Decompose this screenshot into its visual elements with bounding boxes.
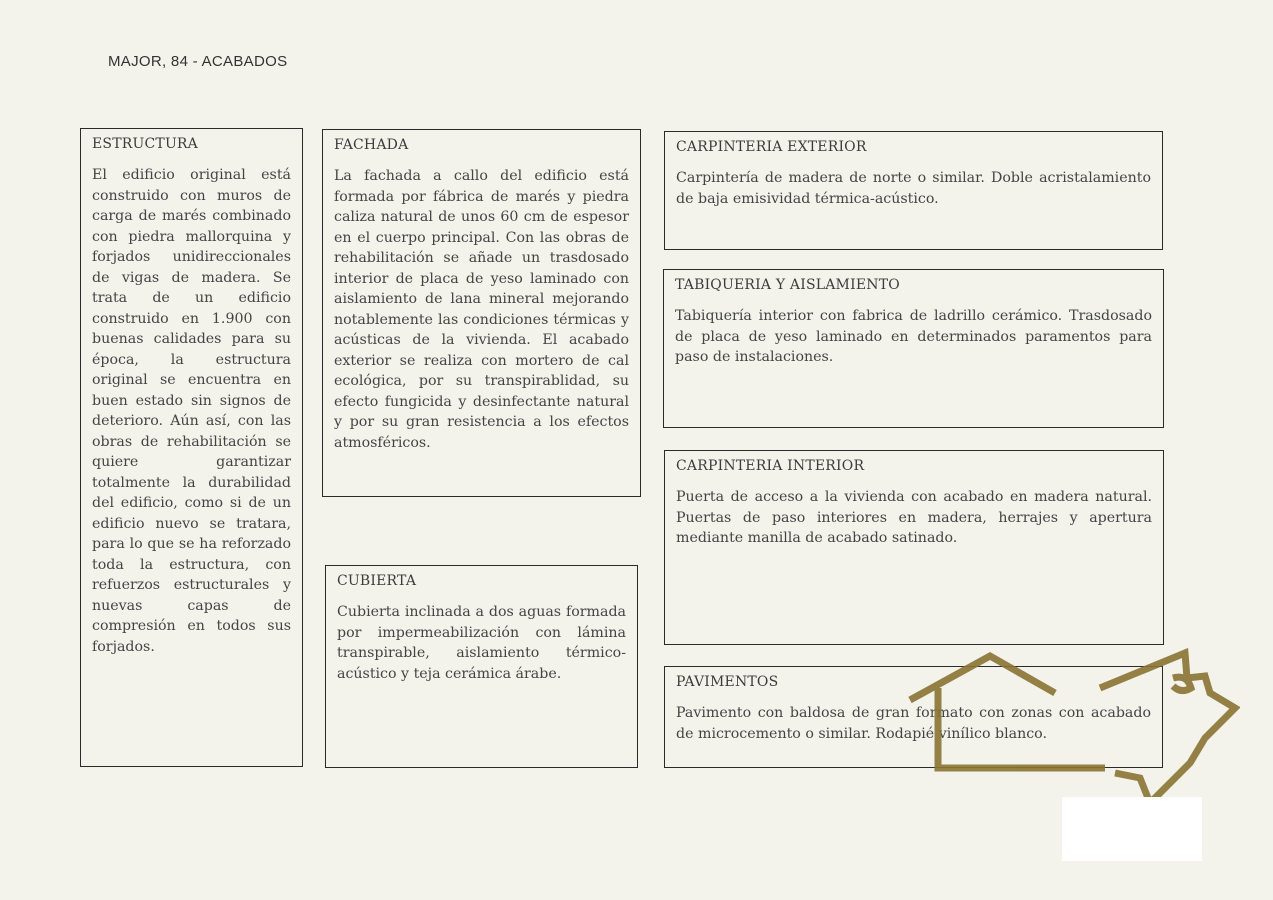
section-title: FACHADA <box>334 137 409 153</box>
section-title: CUBIERTA <box>337 573 417 589</box>
section-title: CARPINTERIA EXTERIOR <box>676 139 867 155</box>
section-body: Pavimento con baldosa de gran formato con zonas con acabado de microcemento o similar. Rodapié vinílico blanco. <box>676 705 1151 742</box>
section-title: ESTRUCTURA <box>92 136 198 152</box>
section-body: El edificio original está construido con muros de carga de marés combinado con piedra mallorquina y forjados unidireccionales de vigas de madera. Se trata de un edificio construido en 1.900 con buenas calidades para su época, la estructura original se encuentra en buen estado sin signos de deterioro. Aún así, con las obras de rehabilitación se quiere garantizar totalmente la durabilidad del edificio, como si de un edificio nuevo se tratara, para lo que se ha reforzado toda la estructura, con refuerzos estructurales y nuevas capas de compresión en todos sus forjados. <box>92 167 291 655</box>
page-title: MAJOR, 84 - ACABADOS <box>108 53 288 70</box>
section-carpinteria-exterior <box>664 131 1163 250</box>
section-body: La fachada a callo del edificio está formada por fábrica de marés y piedra caliza natural de unos 60 cm de espesor en el cuerpo principal. Con las obras de rehabilitación se añade un trasdosado interior de placa de yeso laminado con aislamiento de lana mineral mejorando notablemente las condiciones térmicas y acústicas de la vivienda. El acabado exterior se realiza con mortero de cal ecológica, por su transpirablidad, su efecto fungicida y desinfectante natural y por su gran resistencia a los efectos atmosféricos. <box>334 168 629 451</box>
section-title: CARPINTERIA INTERIOR <box>676 458 865 474</box>
section-body: Carpintería de madera de norte o similar. Doble acristalamiento de baja emisividad térmica-acústico. <box>676 170 1151 207</box>
section-carpinteria-interior <box>664 450 1164 645</box>
section-title: TABIQUERIA Y AISLAMIENTO <box>675 277 900 293</box>
section-body: Cubierta inclinada a dos aguas formada por impermeabilización con lámina transpirable, aislamiento térmico-acústico y teja cerámica árabe. <box>337 604 626 682</box>
section-tabiqueria <box>663 269 1164 428</box>
section-title: PAVIMENTOS <box>676 674 779 690</box>
section-estructura <box>80 128 303 767</box>
section-cubierta <box>325 565 638 768</box>
white-patch <box>1062 797 1202 861</box>
section-fachada <box>322 129 641 497</box>
section-body: Puerta de acceso a la vivienda con acabado en madera natural. Puertas de paso interiores en madera, herrajes y apertura mediante manilla de acabado satinado. <box>676 489 1152 546</box>
section-body: Tabiquería interior con fabrica de ladrillo cerámico. Trasdosado de placa de yeso laminado en determinados paramentos para paso de instalaciones. <box>675 308 1152 365</box>
section-pavimentos <box>664 666 1163 768</box>
